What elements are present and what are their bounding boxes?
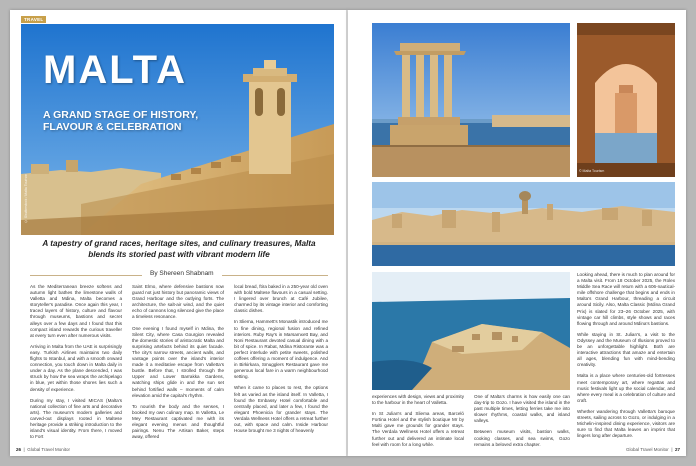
magazine-name: Global Travel Monitor — [626, 447, 669, 452]
right-column-2 — [474, 394, 570, 453]
photo-valletta-panorama — [372, 182, 675, 266]
right-column-3 — [577, 272, 675, 444]
paragraph: Between museum visits, bastion walks, cooking classes, and sea swims, Gozo remains a beloved extra chapter. — [474, 429, 570, 447]
paragraph: As the Mediterranean breeze softens and autumn light bathes the limestone walls of Valletta and Mdina, Malta becomes a storyteller's paradise. Once again this year, I traced layers of history, culture and flavour through museums, bastions and secret alleys over a few days and I found that this compact island rewards the curious traveller at every turn even after numerous visits. — [30, 284, 122, 338]
byline: By Shereen Shabnam — [150, 270, 214, 277]
byline-row — [30, 270, 328, 280]
left-column-3 — [234, 284, 328, 439]
siege-bell-illustration — [372, 23, 570, 177]
hero-photo — [21, 24, 334, 235]
photo-credit: © Shutterstock / Malta Tourism — [24, 174, 28, 224]
section-tag: TRAVEL — [21, 16, 46, 23]
page-number: 27 — [674, 447, 680, 452]
coastline-illustration — [372, 272, 570, 390]
magazine-name: Global Travel Monitor — [27, 447, 70, 452]
page-title: MALTA — [43, 48, 188, 92]
folio-left: 26 | Global Travel Monitor — [16, 447, 70, 452]
photo-coastline — [372, 272, 570, 390]
paragraph: Whether wandering through Valletta's baroque streets, sailing across to Gozo, or indulging in a Michelin-inspired dining experience, visitors are sure to find that Malta leaves an imprint that lingers long after departure. — [577, 408, 675, 439]
paragraph: In Sliema, Hammett's Monastik introduced me to fine dining, regional fusion and refined interiors. Ruby Ray's in Marsamxett Bay, and Noni Restaurant devoted casual dining with a bit of spice. In Rabat, Mdina Ristorante was a perfect interlude with petite sweets, polished coffees offering a moment of indulgence. And in Birkirkara, Smugglers Restaurant gave me generous local fare in a warm neighbourhood setting. — [234, 319, 328, 380]
paragraph: local bread, ftira baked in a 250-year old oven with bold Maltese flavours in a casual setting. I lingered over brunch at Café Jubilee, charmed by its vintage interior and comforting classic dishes. — [234, 284, 328, 314]
paragraph: Looking ahead, there is much to plan around for a Malta visit. From 18 October 2025, the Rolex Middle Sea Race will return with a 606-nautical-mile offshore challenge that begins and ends in Malta's Grand Harbour, threading a circuit around Sicily. Also, Malta Classic (Mdina Grand Prix) is slated for 23–26 October 2025, with vintage car hill climbs, style shows and races flowing through and around Mdina's bastions. — [577, 272, 675, 326]
panorama-illustration — [372, 182, 675, 266]
standfirst: A tapestry of grand races, heritage sites, and culinary treasures, Malta blends its storied past with vibrant modern life — [42, 239, 316, 259]
paragraph: To nourish the body and the senses, I booked my own culinary map. In Valletta, Le Mey Restaurant captivated me with its elegant evening menus and thoughtful pairings. Nenu The Artisan Baker, steps away, offered — [132, 403, 224, 440]
paragraph: While staying in St. Julian's, a visit to the Odyssey and the Museum of Illusions proved to be an unforgettable highlight. Both are interactive attractions that amaze and entertain all ages, blending fun with mind-bending creativity. — [577, 331, 675, 368]
right-page — [348, 10, 686, 456]
photo-credit-right: © Malta Tourism — [579, 169, 605, 173]
right-column-1 — [372, 394, 464, 453]
byline-rule-right — [222, 275, 328, 276]
left-page — [10, 10, 348, 456]
photo-archway — [577, 23, 675, 177]
archway-illustration — [577, 23, 675, 177]
left-column-1 — [30, 284, 122, 445]
left-column-2 — [132, 284, 224, 445]
byline-rule-left — [30, 275, 142, 276]
paragraph: In St Julian's and Sliema areas, Barceló Fortina Hotel and the stylish boutique Mr by Malti gave me grounds for grander stays. The Verdala Wellness Hotel offers a retreat further out and delivered an intimate local feel with room for a long while. — [372, 411, 464, 447]
paragraph: One evening I found myself in Mdina, the Silent City, where Casa Gourgion revealed the domestic stories of aristocratic Malta and surprising artefacts behind its quiet facade. The city's narrow streets, ancient walls, and vantage points over the island's interior made it a meditative escape from Valletta's bustle. Before that, I strolled through the Upper and Lower Barrakka Gardens, watching ships glide in and the sun set behind fortified walls – moments of calm elevation amid the capital's rhythm. — [132, 325, 224, 398]
paragraph: One of Malta's charms is how easily one can day-trip to Gozo. I have visited the island in the past multiple times, letting ferries take me into slower rhythms, coastal walks, and island valleys. — [474, 394, 570, 424]
folio-right: Global Travel Monitor | 27 — [626, 447, 680, 452]
paragraph: During my stay, I visited MICAS (Malta's national collection of fine arts and decorative arts). The museum's modern galleries and carved-out displays rooted in Maltese heritage provide a striking introduction to the island's visual identity. From there, I moved to Fort — [30, 397, 122, 440]
page-subtitle: A GRAND STAGE OF HISTORY, FLAVOUR & CELEBRATION — [43, 109, 199, 133]
paragraph: Saint Elmo, where defensive bastions now guard not just history but panoramic views of Grand Harbour and the outlying forts. The architecture, the salt-air wind, and the quiet echo of cannons long silenced give the place a timeless resonance. — [132, 284, 224, 320]
paragraph: Malta is a place where centuries-old fortresses meet contemporary art, where regattas and music festivals light up the social calendar, and where every meal is a celebration of culture and craft. — [577, 373, 675, 403]
paragraph: experiences with design, views and proximity to the harbour in the heart of Valletta. — [372, 394, 464, 406]
page-number: 26 — [16, 447, 22, 452]
photo-siege-bell — [372, 23, 570, 177]
paragraph: When it came to places to rest, the options felt as varied as the island itself. In Valletta, I found the Embassy Hotel comfortable and centrally placed, and later a few, I found the elegant Phoenicia for grander stays. The Verdala Wellness Hotel offers a retreat further out, with space and calm. Inside Harbour House brought me 3 nights of heavenly — [234, 385, 328, 434]
paragraph: Arriving in Malta from the UAE is surprisingly easy. Turkish Airlines maintains two daily flights to Istanbul, and with a smooth onward connection, you touch down in Malta daily in under a day. As the plane descended, I was struck by how the sea wraps the archipelago in blue, yet within those shores lies such a density of experience. — [30, 343, 122, 392]
